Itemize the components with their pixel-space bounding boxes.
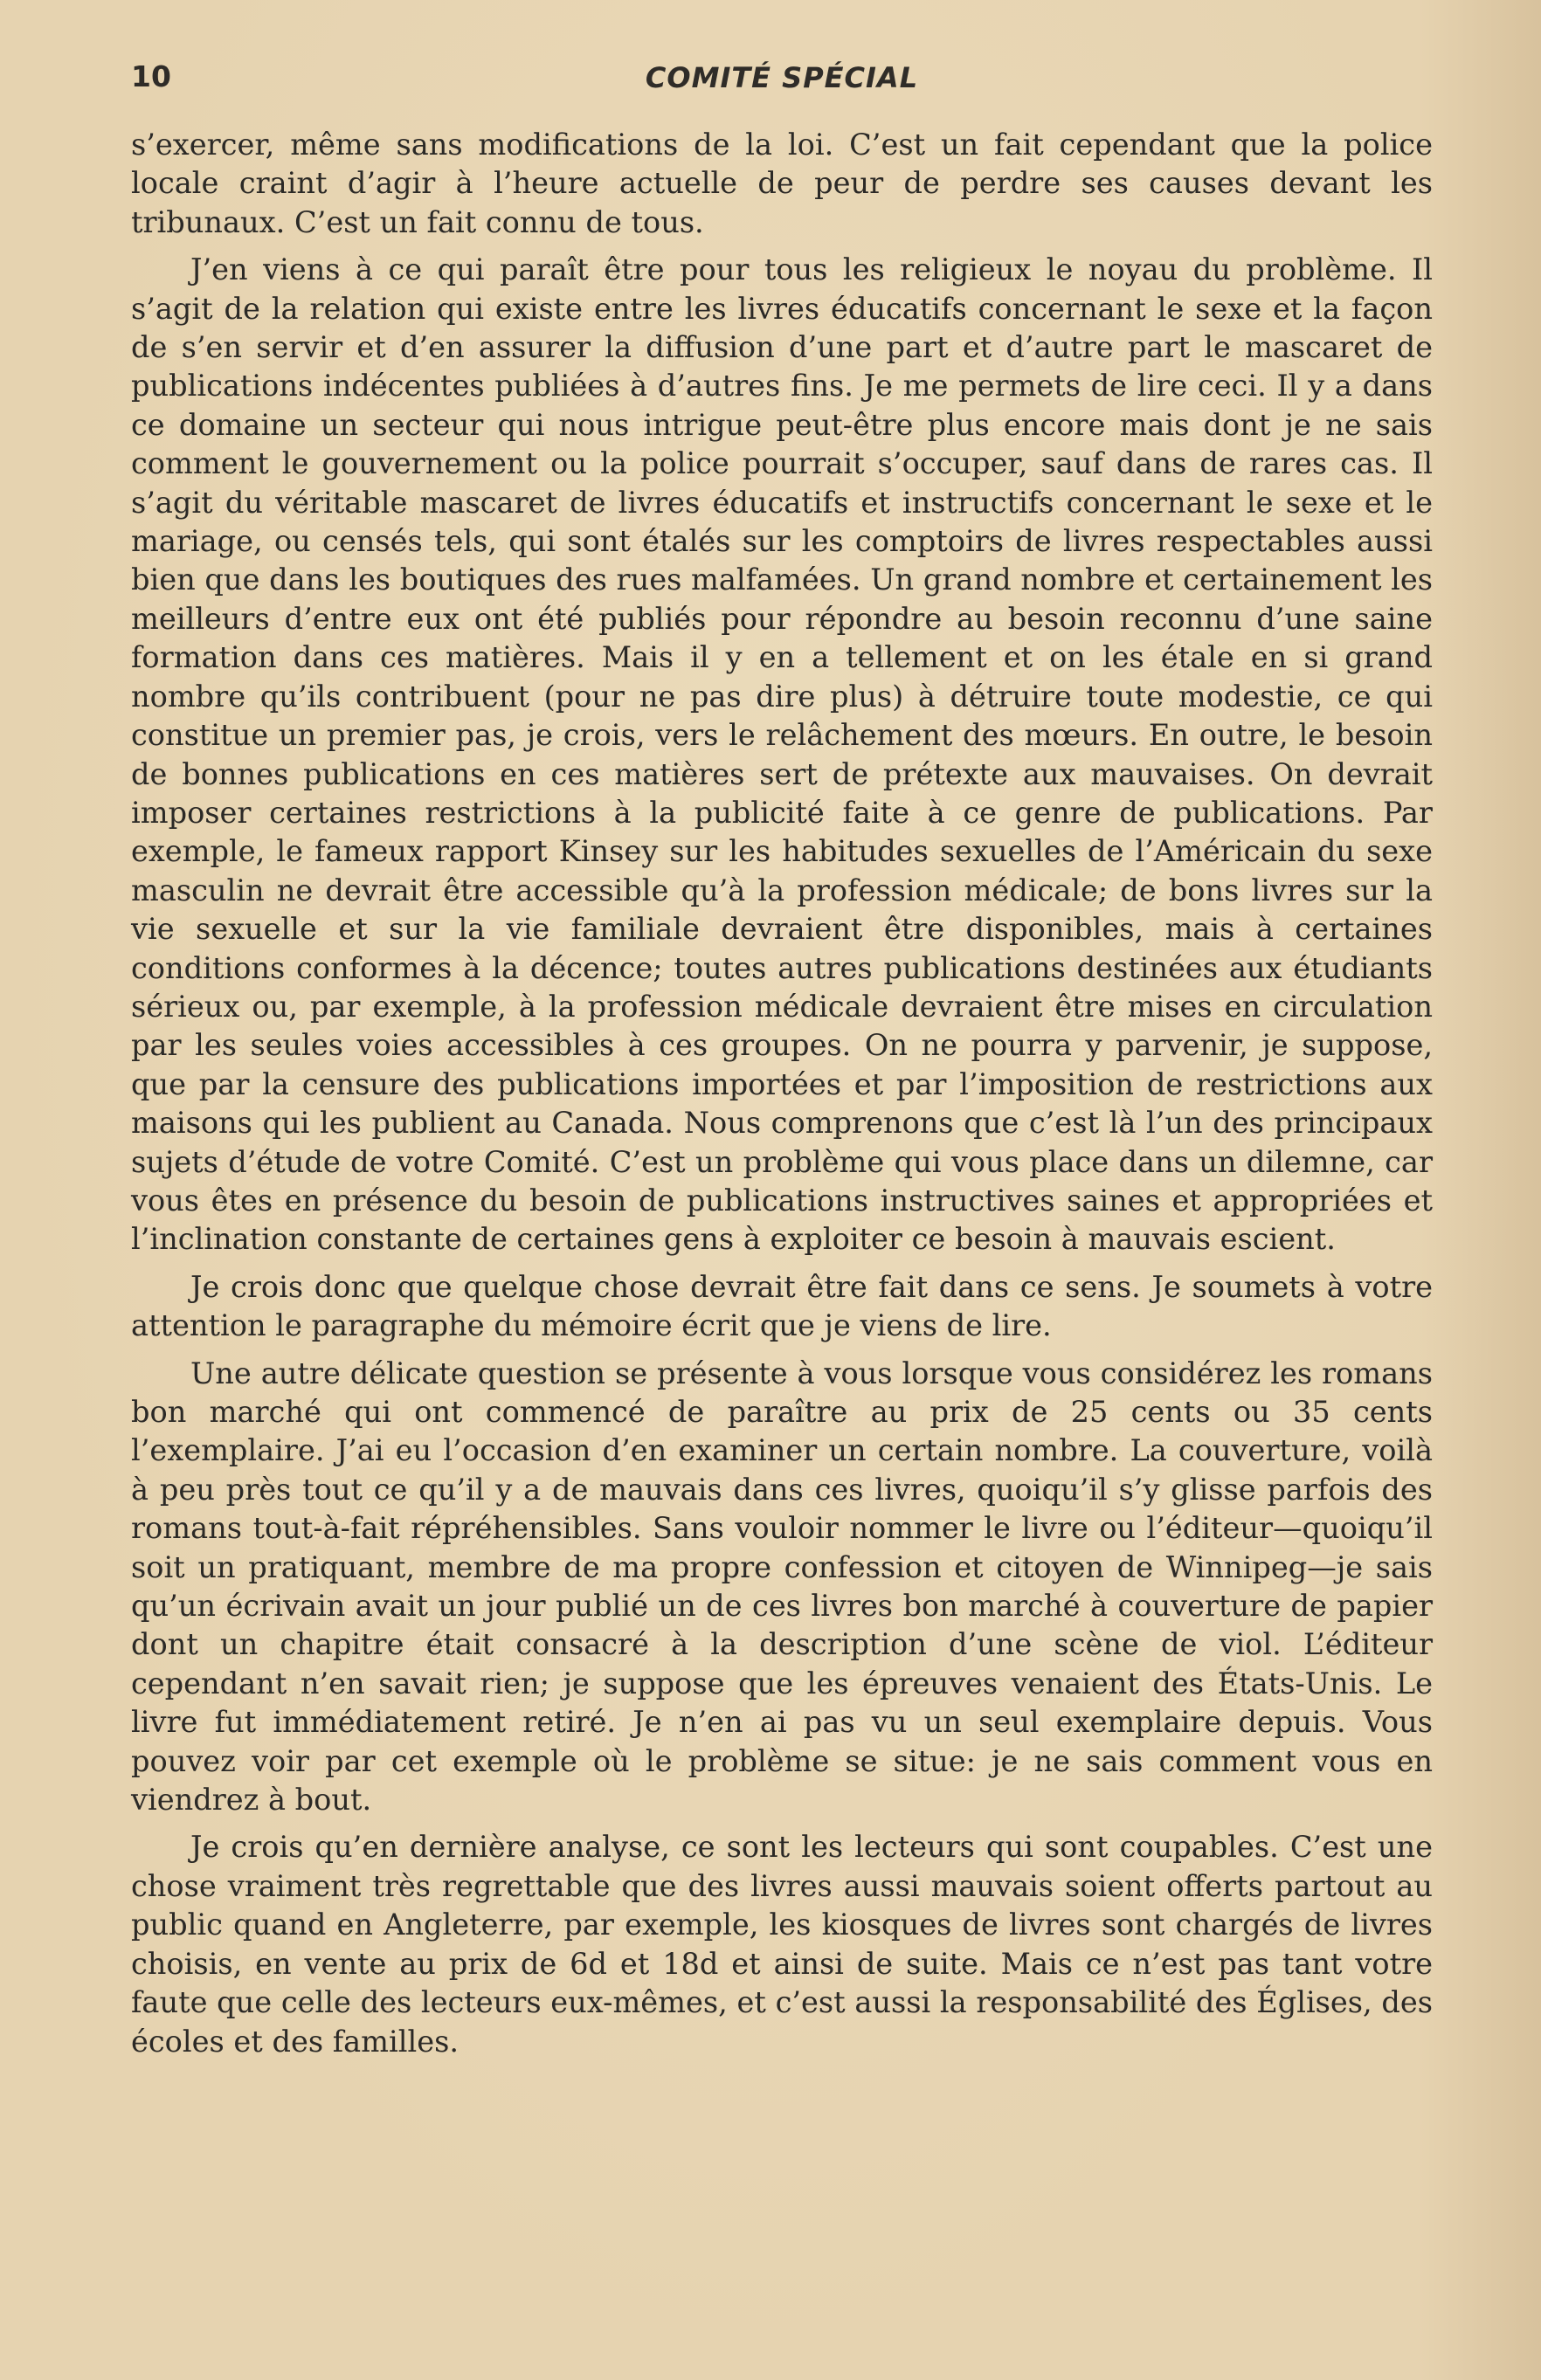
- document-page: [131, 52, 1433, 2323]
- paragraph-continuation: s’exercer, même sans modifications de la loi. C’est un fait cependant que la police locale craint d’agir à l’heure actuelle de peur de perdre ses causes devant les tribunaux. C’est un fait connu de tous.: [131, 128, 1433, 239]
- page-number: 10: [131, 59, 171, 93]
- paragraph: Une autre délicate question se présente à vous lorsque vous considérez les romans bon marché qui ont commencé de paraître au prix de 25 cents ou 35 cents l’exemplaire. J’ai eu l’occasion d’en examiner un certain nombre. La couverture, voilà à peu près tout ce qu’il y a de mauvais dans ces livres, quoiqu’il s’y glisse parfois des romans tout-à-fait répréhensibles. Sans vouloir nommer le livre ou l’éditeur—quoiqu’il soit un pratiquant, membre de ma propre confession et citoyen de Winnipeg—je sais qu’un écrivain avait un jour publié un de ces livres bon marché à couverture de papier dont un chapitre était consacré à la description d’une scène de viol. L’éditeur cependant n’en savait rien; je suppose que les épreuves venaient des États-Unis. Le livre fut immédiatement retiré. Je n’en ai pas vu un seul exemplaire depuis. Vous pouvez voir par cet exemple où le problème se situe: je ne sais comment vous en viendrez à bout.: [131, 1356, 1433, 1818]
- body-text: [131, 126, 1433, 2061]
- running-title: COMITÉ SPÉCIAL: [645, 61, 919, 94]
- paragraph: Je crois donc que quelque chose devrait être fait dans ce sens. Je soumets à votre attention le paragraphe du mémoire écrit que je viens de lire.: [131, 1269, 1433, 1343]
- paragraph: Je crois qu’en dernière analyse, ce sont les lecteurs qui sont coupables. C’est une chose vraiment très regrettable que des livres aussi mauvais soient offerts partout au public quand en Angleterre, par exemple, les kiosques de livres sont chargés de livres choisis, en vente au prix de 6d et 18d et ainsi de suite. Mais ce n’est pas tant votre faute que celle des lecteurs eux-mêmes, et c’est aussi la responsabilité des Églises, des écoles et des familles.: [131, 1830, 1433, 2059]
- paragraph: J’en viens à ce qui paraît être pour tous les religieux le noyau du problème. Il s’agit de la relation qui existe entre les livres éducatifs concernant le sexe et la façon de s’en servir et d’en assurer la diffusion d’une part et d’autre part le mascaret de publications indécentes publiées à d’autres fins. Je me permets de lire ceci. Il y a dans ce domaine un secteur qui nous intrigue peut-être plus encore mais dont je ne sais comment le gouvernement ou la police pourrait s’occuper, sauf dans de rares cas. Il s’agit du véritable mascaret de livres éducatifs et instructifs concernant le sexe et le mariage, ou censés tels, qui sont étalés sur les comptoirs de livres respectables aussi bien que dans les boutiques des rues malfamées. Un grand nombre et certainement les meilleurs d’entre eux ont été publiés pour répondre au besoin reconnu d’une saine formation dans ces matières. Mais il y en a tellement et on les étale en si grand nombre qu’ils contribuent (pour ne pas dire plus) à détruire toute modestie, ce qui constitue un premier pas, je crois, vers le relâchement des mœurs. En outre, le besoin de bonnes publications en ces matières sert de prétexte aux mauvaises. On devrait imposer certaines restrictions à la publicité faite à ce genre de publications. Par exemple, le fameux rapport Kinsey sur les habitudes sexuelles de l’Américain du sexe masculin ne devrait être accessible qu’à la profession médicale; de bons livres sur la vie sexuelle et sur la vie familiale devraient être disponibles, mais à certaines conditions conformes à la décence; toutes autres publications destinées aux étudiants sérieux ou, par exemple, à la profession médicale devraient être mises en circulation par les seules voies accessibles à ces groupes. On ne pourra y parvenir, je suppose, que par la censure des publications importées et par l’imposition de restrictions aux maisons qui les publient au Canada. Nous comprenons que c’est là l’un des principaux sujets d’étude de votre Comité. C’est un problème qui vous place dans un dilemne, car vous êtes en présence du besoin de publications instructives saines et appropriées et l’inclination constante de certaines gens à exploiter ce besoin à mauvais escient.: [131, 252, 1433, 1257]
- running-header: [131, 52, 1433, 114]
